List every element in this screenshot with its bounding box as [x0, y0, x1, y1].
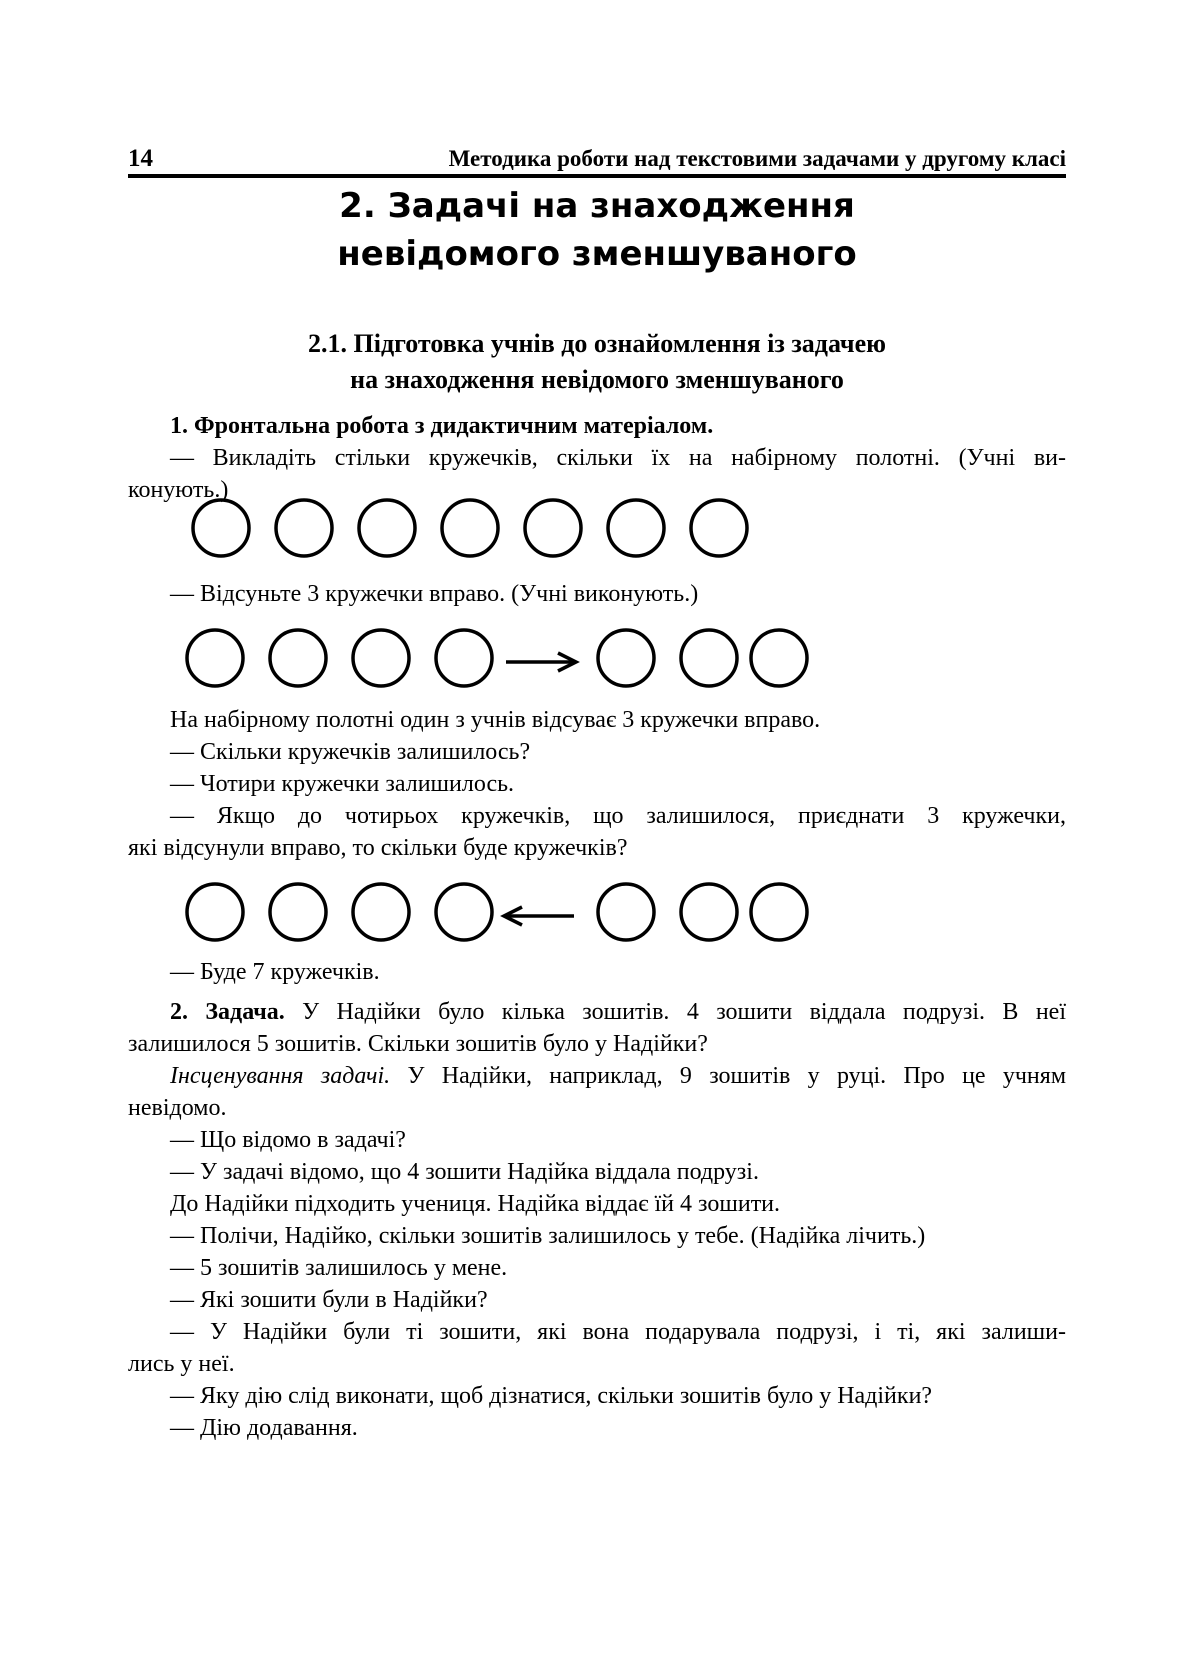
dialogue-4: — Полічи, Надійко, скільки зошитів залишилось у тебе. (Надійка лічить.) — [170, 1223, 926, 1249]
circle — [353, 630, 409, 686]
text-p6-line-2: які відсунули вправо, то скільки буде кружечків? — [128, 835, 628, 861]
circle — [681, 630, 737, 686]
dialogue-7-line-1: — У Надійки були ті зошити, які вона подарувала подрузі, і ті, які залиши- — [170, 1319, 1066, 1345]
circle — [598, 630, 654, 686]
text-p5: — Чотири кружечки залишилось. — [170, 771, 515, 797]
circle — [436, 884, 492, 940]
circle — [608, 500, 664, 556]
chapter-title-line-2: невідомого зменшуваного — [337, 234, 857, 274]
task-2-line-1 — [170, 996, 1066, 1028]
dialogue-1: — Що відомо в задачі? — [170, 1127, 406, 1153]
circles-figure-1 — [190, 496, 760, 560]
staging-text: У Надійки, наприклад, 9 зошитів у руці. Про це учням — [390, 1063, 1067, 1089]
circle — [276, 500, 332, 556]
text-p4: — Скільки кружечків залишилось? — [170, 739, 531, 765]
chapter-title — [128, 182, 1066, 278]
circle — [270, 630, 326, 686]
circle — [187, 884, 243, 940]
circle — [525, 500, 581, 556]
dialogue-2: — У задачі відомо, що 4 зошити Надійка віддала подрузі. — [170, 1159, 759, 1185]
text-p3: На набірному полотні один з учнів відсуває 3 кружечки вправо. — [170, 707, 821, 733]
dialogue-9: — Дію додавання. — [170, 1415, 358, 1441]
circle — [598, 884, 654, 940]
circle — [359, 500, 415, 556]
exercise-1-heading: 1. Фронтальна робота з дидактичним матеріалом. — [170, 413, 714, 439]
arrow-left-icon — [504, 907, 574, 925]
dialogue-8: — Яку дію слід виконати, щоб дізнатися, скільки зошитів було у Надійки? — [170, 1383, 933, 1409]
circle — [270, 884, 326, 940]
circle — [442, 500, 498, 556]
section-title-line-2: на знаходження невідомого зменшуваного — [350, 365, 844, 394]
exercise-1-text-line-2: конують.) — [128, 477, 229, 503]
exercise-1-text-line-1: — Викладіть стільки кружечків, скільки їх на набірному полотні. (Учні ви- — [170, 445, 1066, 471]
dialogue-5: — 5 зошитів залишилось у мене. — [170, 1255, 508, 1281]
text-p6-line-1: — Якщо до чотирьох кружечків, що залишилося, приєднати 3 кружечки, — [170, 803, 1066, 829]
staging-line-2: невідомо. — [128, 1095, 227, 1121]
circle — [187, 630, 243, 686]
circle — [436, 630, 492, 686]
circle — [193, 500, 249, 556]
staging-label: Інсценування задачі. — [170, 1063, 391, 1089]
circles-figure-2 — [180, 626, 820, 690]
text-p7: — Буде 7 кружечків. — [170, 959, 380, 985]
running-title: Методика роботи над текстовими задачами у другому класі — [448, 146, 1066, 171]
circles-figure-3 — [180, 880, 820, 944]
running-header — [128, 138, 1066, 178]
chapter-title-line-1: 2. Задачі на знаходження — [339, 186, 855, 226]
section-title — [128, 326, 1066, 398]
instruction-move-right: — Відсуньте 3 кружечки вправо. (Учні виконують.) — [170, 581, 699, 607]
circle — [353, 884, 409, 940]
circle — [751, 630, 807, 686]
dialogue-3: До Надійки підходить учениця. Надійка віддає їй 4 зошити. — [170, 1191, 781, 1217]
task-2-label: 2. Задача. — [170, 999, 285, 1025]
page-number: 14 — [128, 145, 153, 172]
dialogue-7-line-2: лись у неї. — [128, 1351, 235, 1377]
circle — [751, 884, 807, 940]
circle — [681, 884, 737, 940]
circle — [691, 500, 747, 556]
dialogue-6: — Які зошити були в Надійки? — [170, 1287, 488, 1313]
section-title-line-1: 2.1. Підготовка учнів до ознайомлення із задачею — [308, 329, 886, 358]
task-2-text: У Надійки було кілька зошитів. 4 зошити віддала подрузі. В неї — [284, 999, 1066, 1025]
task-2-line-2: залишилося 5 зошитів. Скільки зошитів було у Надійки? — [128, 1031, 708, 1057]
staging-line-1 — [170, 1060, 1066, 1092]
arrow-right-icon — [506, 653, 576, 671]
